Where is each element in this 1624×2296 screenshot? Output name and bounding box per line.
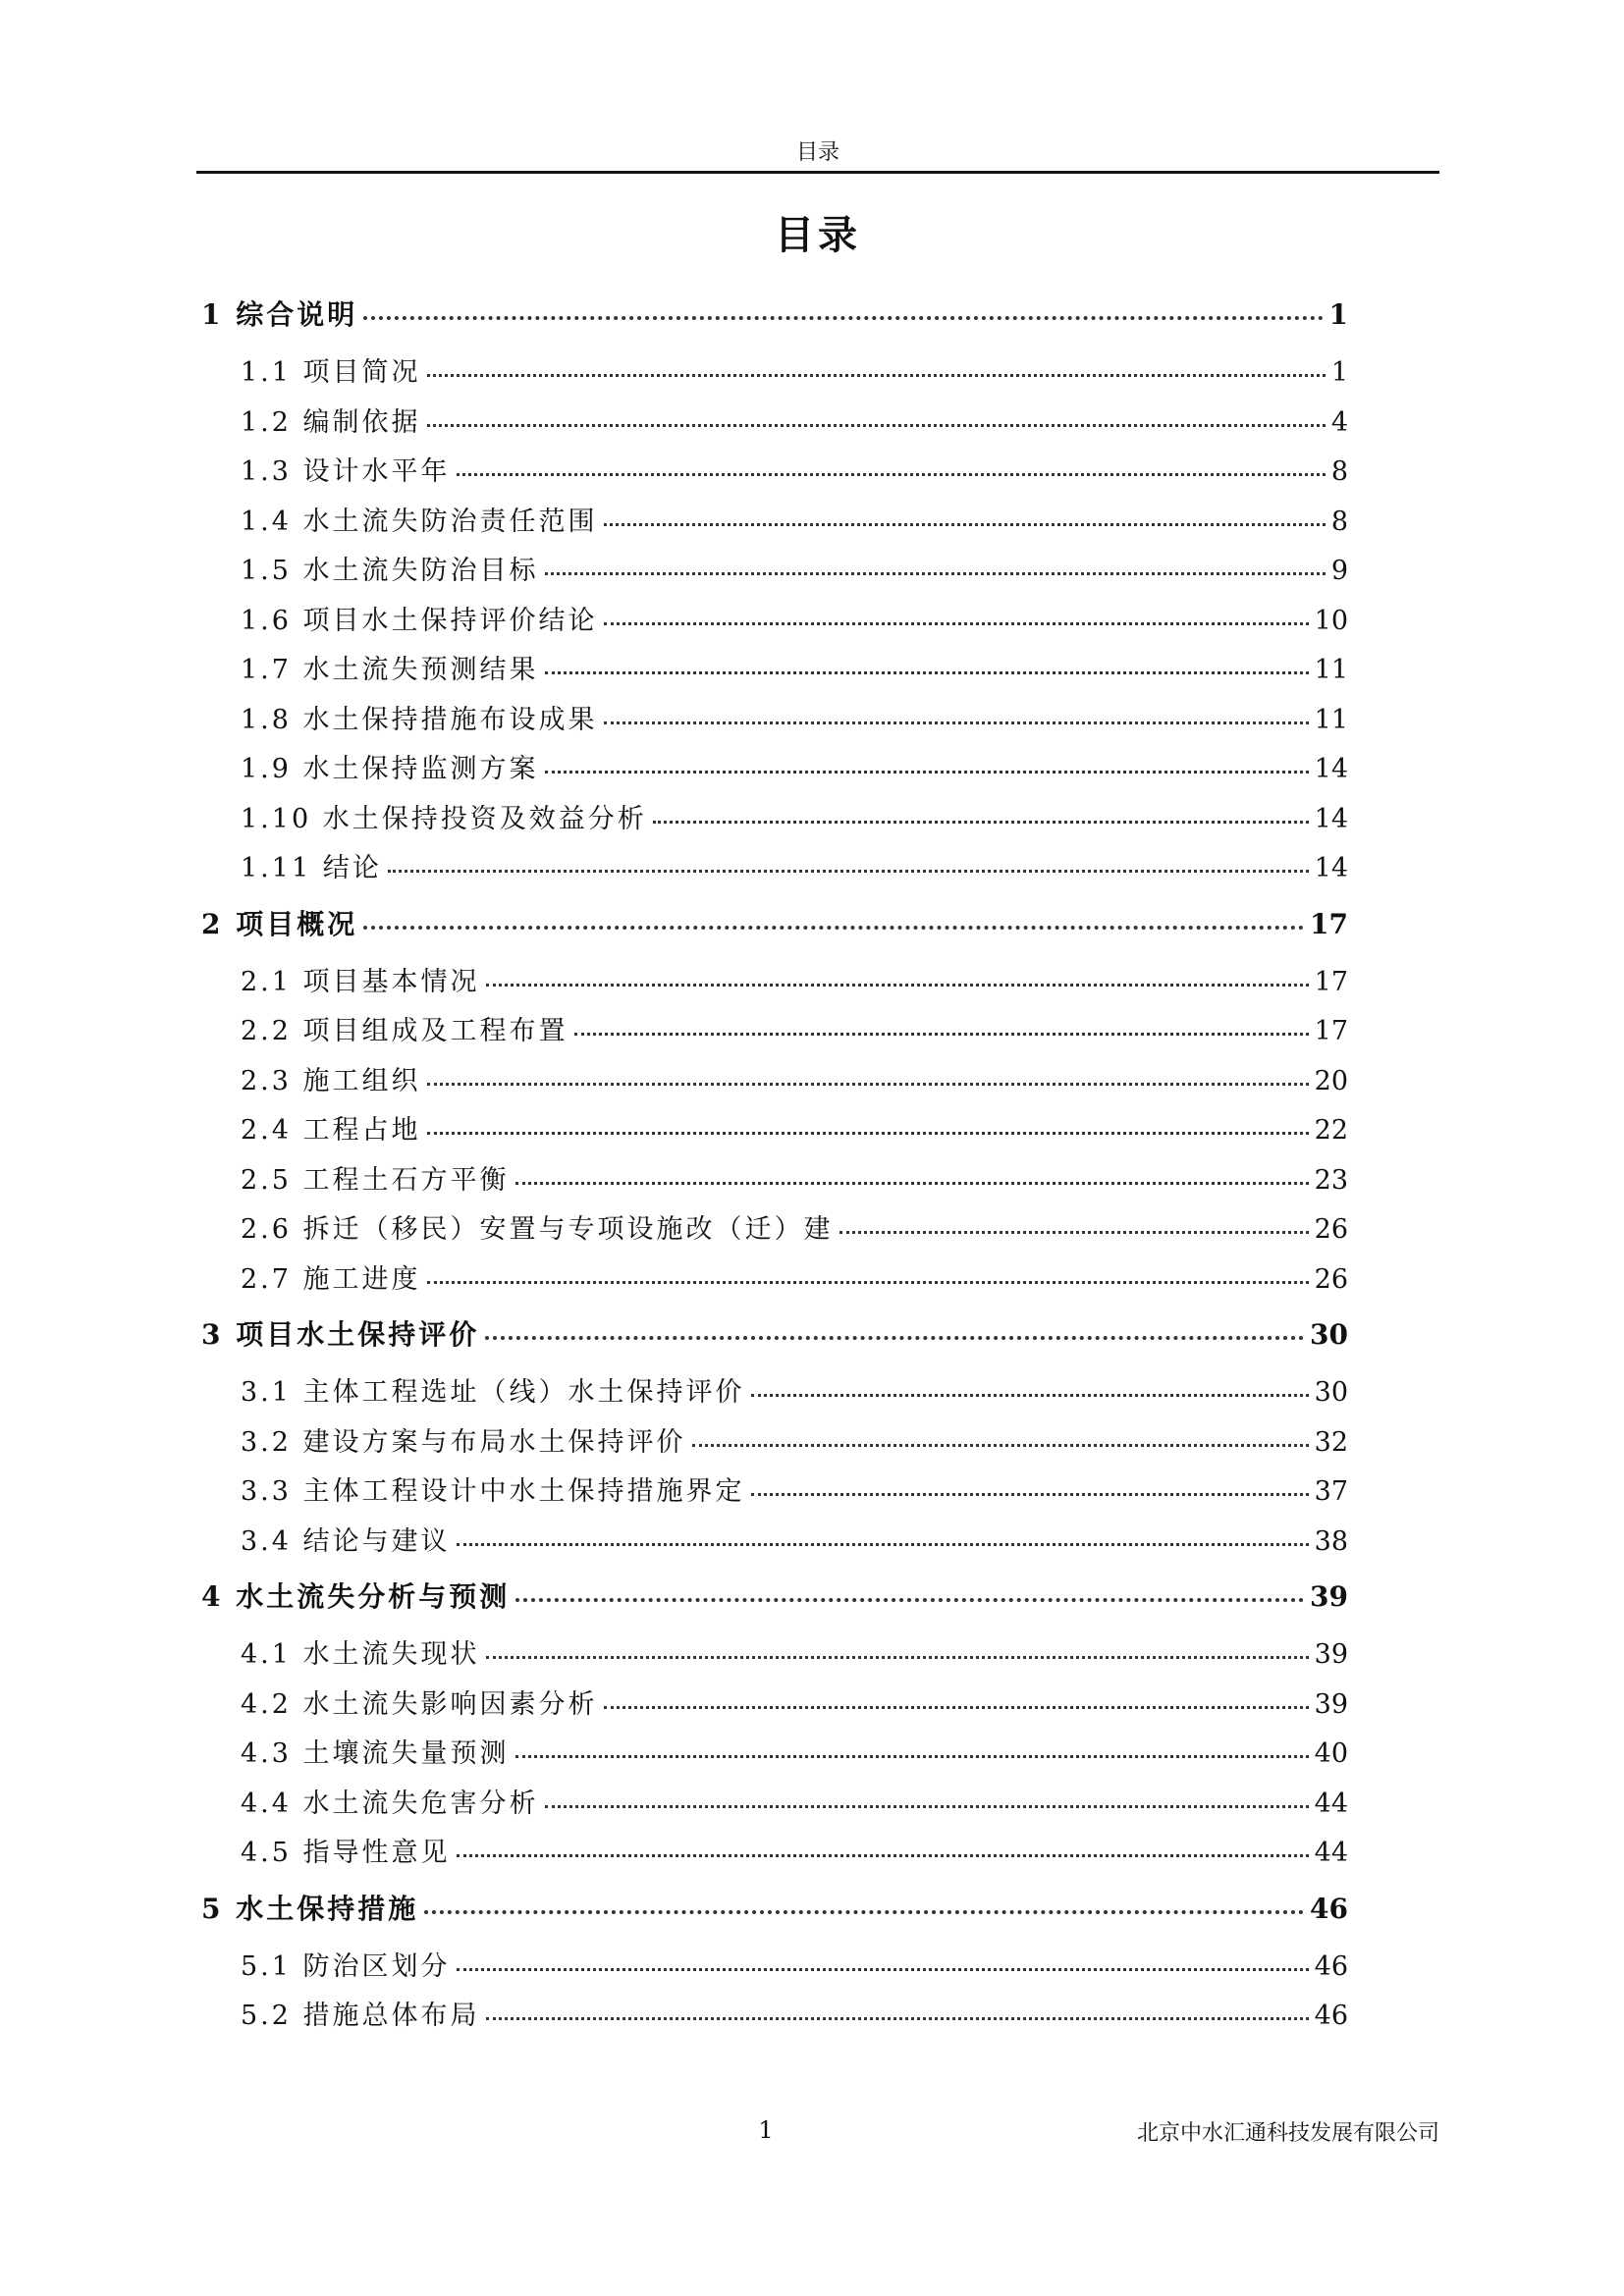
toc-section [201, 1573, 1348, 1879]
toc-entry-page: 30 [1310, 1318, 1348, 1351]
toc-dot-leader [574, 1006, 1309, 1036]
toc-dot-leader [485, 1308, 1304, 1340]
toc-entry-title: 4.1 水土流失现状 [241, 1639, 480, 1670]
toc-entry-title: 1.2 编制依据 [241, 406, 421, 438]
footer-company: 北京中水汇通科技发展有限公司 [1136, 2121, 1439, 2146]
toc-dot-leader [751, 1367, 1309, 1397]
toc-entry-page: 39 [1314, 1639, 1348, 1670]
toc-dot-leader [457, 447, 1326, 476]
toc-dot-leader [427, 398, 1326, 427]
toc-entry-page: 8 [1330, 456, 1348, 487]
toc-entry-title: 3.1 主体工程选址（线）水土保持评价 [241, 1377, 745, 1408]
toc-dot-leader [545, 744, 1309, 774]
toc-entry-page: 20 [1314, 1065, 1348, 1096]
toc-entry-page: 14 [1314, 853, 1348, 883]
toc-entry-title: 1.7 水土流失预测结果 [241, 655, 539, 685]
toc-section [201, 1310, 1348, 1567]
toc-entry-page: 22 [1314, 1115, 1348, 1146]
toc-dot-leader [486, 957, 1309, 987]
toc-entry-page: 39 [1314, 1688, 1348, 1720]
toc-entry-page: 10 [1314, 605, 1348, 636]
toc-entry-page: 39 [1310, 1580, 1348, 1613]
toc-subsection-entry[interactable] [201, 1255, 1348, 1306]
toc-entry-title: 1.3 设计水平年 [241, 456, 451, 487]
toc-entry-page: 1 [1330, 357, 1348, 388]
toc-subsection-entry[interactable] [201, 795, 1348, 845]
toc-dot-leader [839, 1204, 1309, 1234]
toc-entry-title: 3.3 主体工程设计中水土保持措施界定 [241, 1476, 745, 1507]
toc-dot-leader [692, 1417, 1309, 1447]
header-rule [196, 171, 1439, 174]
toc-entry-title: 3 项目水土保持评价 [201, 1318, 480, 1351]
toc-entry-title: 1.5 水土流失防治目标 [241, 556, 539, 586]
toc-dot-leader [604, 1680, 1309, 1709]
toc-subsection-entry[interactable] [201, 348, 1348, 399]
toc-subsection-entry[interactable] [201, 1156, 1348, 1206]
toc-dot-leader [653, 794, 1309, 824]
toc-entry-title: 1.6 项目水土保持评价结论 [241, 605, 598, 636]
toc-subsection-entry[interactable] [201, 597, 1348, 647]
toc-subsection-entry[interactable] [201, 1057, 1348, 1107]
toc-entry-title: 1.1 项目简况 [241, 357, 421, 388]
toc-dot-leader [427, 1105, 1309, 1135]
toc-section [201, 291, 1348, 894]
toc-subsection-entry[interactable] [201, 958, 1348, 1008]
page-title: 目录 [775, 213, 861, 258]
toc-entry-page: 8 [1330, 506, 1348, 537]
toc-entry-title: 2.4 工程占地 [241, 1115, 421, 1146]
toc-dot-leader [515, 1729, 1309, 1758]
toc-entry-title: 5.1 防治区划分 [241, 1950, 451, 1982]
toc-subsection-entry[interactable] [201, 1829, 1348, 1879]
toc-subsection-entry[interactable] [201, 1205, 1348, 1255]
toc-section [201, 900, 1348, 1306]
toc-entry-page: 44 [1314, 1838, 1348, 1868]
toc-entry-title: 3.2 建设方案与布局水土保持评价 [241, 1426, 686, 1458]
toc-dot-leader [363, 289, 1323, 320]
toc-subsection-entry[interactable] [201, 448, 1348, 498]
toc-subsection-entry[interactable] [201, 1780, 1348, 1830]
toc-entry-page: 17 [1314, 966, 1348, 997]
toc-dot-leader [427, 347, 1326, 377]
toc-dot-leader [604, 695, 1309, 724]
toc-subsection-entry[interactable] [201, 1943, 1348, 1993]
toc-dot-leader [486, 1629, 1309, 1659]
toc-chapter-entry[interactable] [201, 291, 1348, 340]
toc-subsection-entry[interactable] [201, 1681, 1348, 1731]
toc-dot-leader [515, 1571, 1304, 1602]
toc-entry-title: 3.4 结论与建议 [241, 1525, 451, 1557]
running-header: 目录 [795, 140, 839, 165]
table-of-contents [201, 285, 1348, 2042]
toc-subsection-entry[interactable] [201, 1418, 1348, 1468]
toc-dot-leader [604, 596, 1309, 625]
toc-entry-page: 38 [1314, 1525, 1348, 1557]
toc-entry-page: 26 [1314, 1214, 1348, 1245]
toc-entry-page: 46 [1310, 1892, 1348, 1925]
toc-entry-title: 2.3 施工组织 [241, 1065, 421, 1096]
toc-entry-title: 1 综合说明 [201, 298, 358, 331]
toc-dot-leader [427, 1056, 1309, 1086]
toc-entry-title: 2.1 项目基本情况 [241, 966, 480, 997]
toc-entry-title: 1.11 结论 [241, 853, 382, 883]
toc-entry-title: 1.4 水土流失防治责任范围 [241, 506, 598, 537]
toc-subsection-entry[interactable] [201, 745, 1348, 795]
toc-dot-leader [545, 645, 1309, 674]
toc-entry-title: 1.8 水土保持措施布设成果 [241, 704, 598, 735]
toc-dot-leader [545, 1779, 1309, 1808]
toc-entry-page: 23 [1314, 1164, 1348, 1196]
toc-subsection-entry[interactable] [201, 1468, 1348, 1518]
toc-entry-page: 17 [1314, 1016, 1348, 1046]
toc-dot-leader [363, 898, 1304, 930]
toc-dot-leader [424, 1883, 1304, 1914]
toc-dot-leader [545, 546, 1326, 575]
toc-entry-page: 14 [1314, 803, 1348, 834]
toc-entry-page: 26 [1314, 1263, 1348, 1295]
toc-chapter-entry[interactable] [201, 900, 1348, 949]
toc-entry-title: 1.10 水土保持投资及效益分析 [241, 803, 647, 834]
toc-subsection-entry[interactable] [201, 1368, 1348, 1418]
toc-subsection-entry[interactable] [201, 1730, 1348, 1780]
toc-subsection-entry[interactable] [201, 696, 1348, 746]
toc-chapter-entry[interactable] [201, 1885, 1348, 1934]
toc-subsection-entry[interactable] [201, 547, 1348, 597]
toc-entry-title: 2.2 项目组成及工程布置 [241, 1016, 568, 1046]
toc-subsection-entry[interactable] [201, 1106, 1348, 1156]
toc-entry-title: 5 水土保持措施 [201, 1892, 419, 1925]
toc-dot-leader [457, 1942, 1309, 1971]
toc-subsection-entry[interactable] [201, 498, 1348, 548]
toc-subsection-entry[interactable] [201, 1518, 1348, 1568]
toc-subsection-entry[interactable] [201, 1007, 1348, 1057]
toc-entry-page: 14 [1314, 754, 1348, 784]
toc-entry-page: 9 [1330, 556, 1348, 586]
toc-entry-title: 4.3 土壤流失量预测 [241, 1738, 510, 1769]
toc-section [201, 1885, 1348, 2042]
toc-chapter-entry[interactable] [201, 1310, 1348, 1360]
toc-entry-title: 4.4 水土流失危害分析 [241, 1788, 539, 1819]
toc-entry-page: 17 [1310, 907, 1348, 940]
toc-entry-page: 46 [1314, 1950, 1348, 1982]
toc-dot-leader [515, 1155, 1309, 1185]
toc-entry-page: 11 [1314, 704, 1348, 735]
toc-entry-page: 32 [1314, 1426, 1348, 1458]
toc-entry-title: 2.7 施工进度 [241, 1263, 421, 1295]
footer-page-number: 1 [758, 2116, 774, 2144]
toc-entry-page: 44 [1314, 1788, 1348, 1819]
toc-dot-leader [388, 843, 1309, 873]
toc-entry-page: 11 [1314, 655, 1348, 685]
toc-entry-title: 4 水土流失分析与预测 [201, 1580, 511, 1613]
toc-subsection-entry[interactable] [201, 646, 1348, 696]
toc-dot-leader [604, 497, 1326, 526]
toc-entry-title: 2 项目概况 [201, 907, 358, 940]
toc-entry-title: 1.9 水土保持监测方案 [241, 754, 539, 784]
toc-entry-page: 46 [1314, 2001, 1348, 2031]
toc-entry-page: 1 [1328, 298, 1348, 331]
toc-subsection-entry[interactable] [201, 1992, 1348, 2042]
toc-dot-leader [427, 1255, 1309, 1284]
toc-subsection-entry[interactable] [201, 844, 1348, 894]
toc-dot-leader [457, 1517, 1309, 1546]
toc-entry-title: 2.5 工程土石方平衡 [241, 1164, 510, 1196]
toc-entry-title: 4.5 指导性意见 [241, 1838, 451, 1868]
toc-dot-leader [486, 1991, 1309, 2020]
toc-subsection-entry[interactable] [201, 399, 1348, 449]
toc-dot-leader [751, 1467, 1309, 1496]
toc-entry-page: 4 [1330, 406, 1348, 438]
toc-entry-title: 2.6 拆迁（移民）安置与专项设施改（迁）建 [241, 1214, 834, 1245]
toc-chapter-entry[interactable] [201, 1573, 1348, 1622]
toc-subsection-entry[interactable] [201, 1630, 1348, 1681]
toc-entry-page: 30 [1314, 1377, 1348, 1408]
toc-entry-title: 4.2 水土流失影响因素分析 [241, 1688, 598, 1720]
toc-dot-leader [457, 1828, 1309, 1857]
toc-entry-page: 37 [1314, 1476, 1348, 1507]
toc-entry-page: 40 [1314, 1738, 1348, 1769]
toc-entry-title: 5.2 措施总体布局 [241, 2001, 480, 2031]
